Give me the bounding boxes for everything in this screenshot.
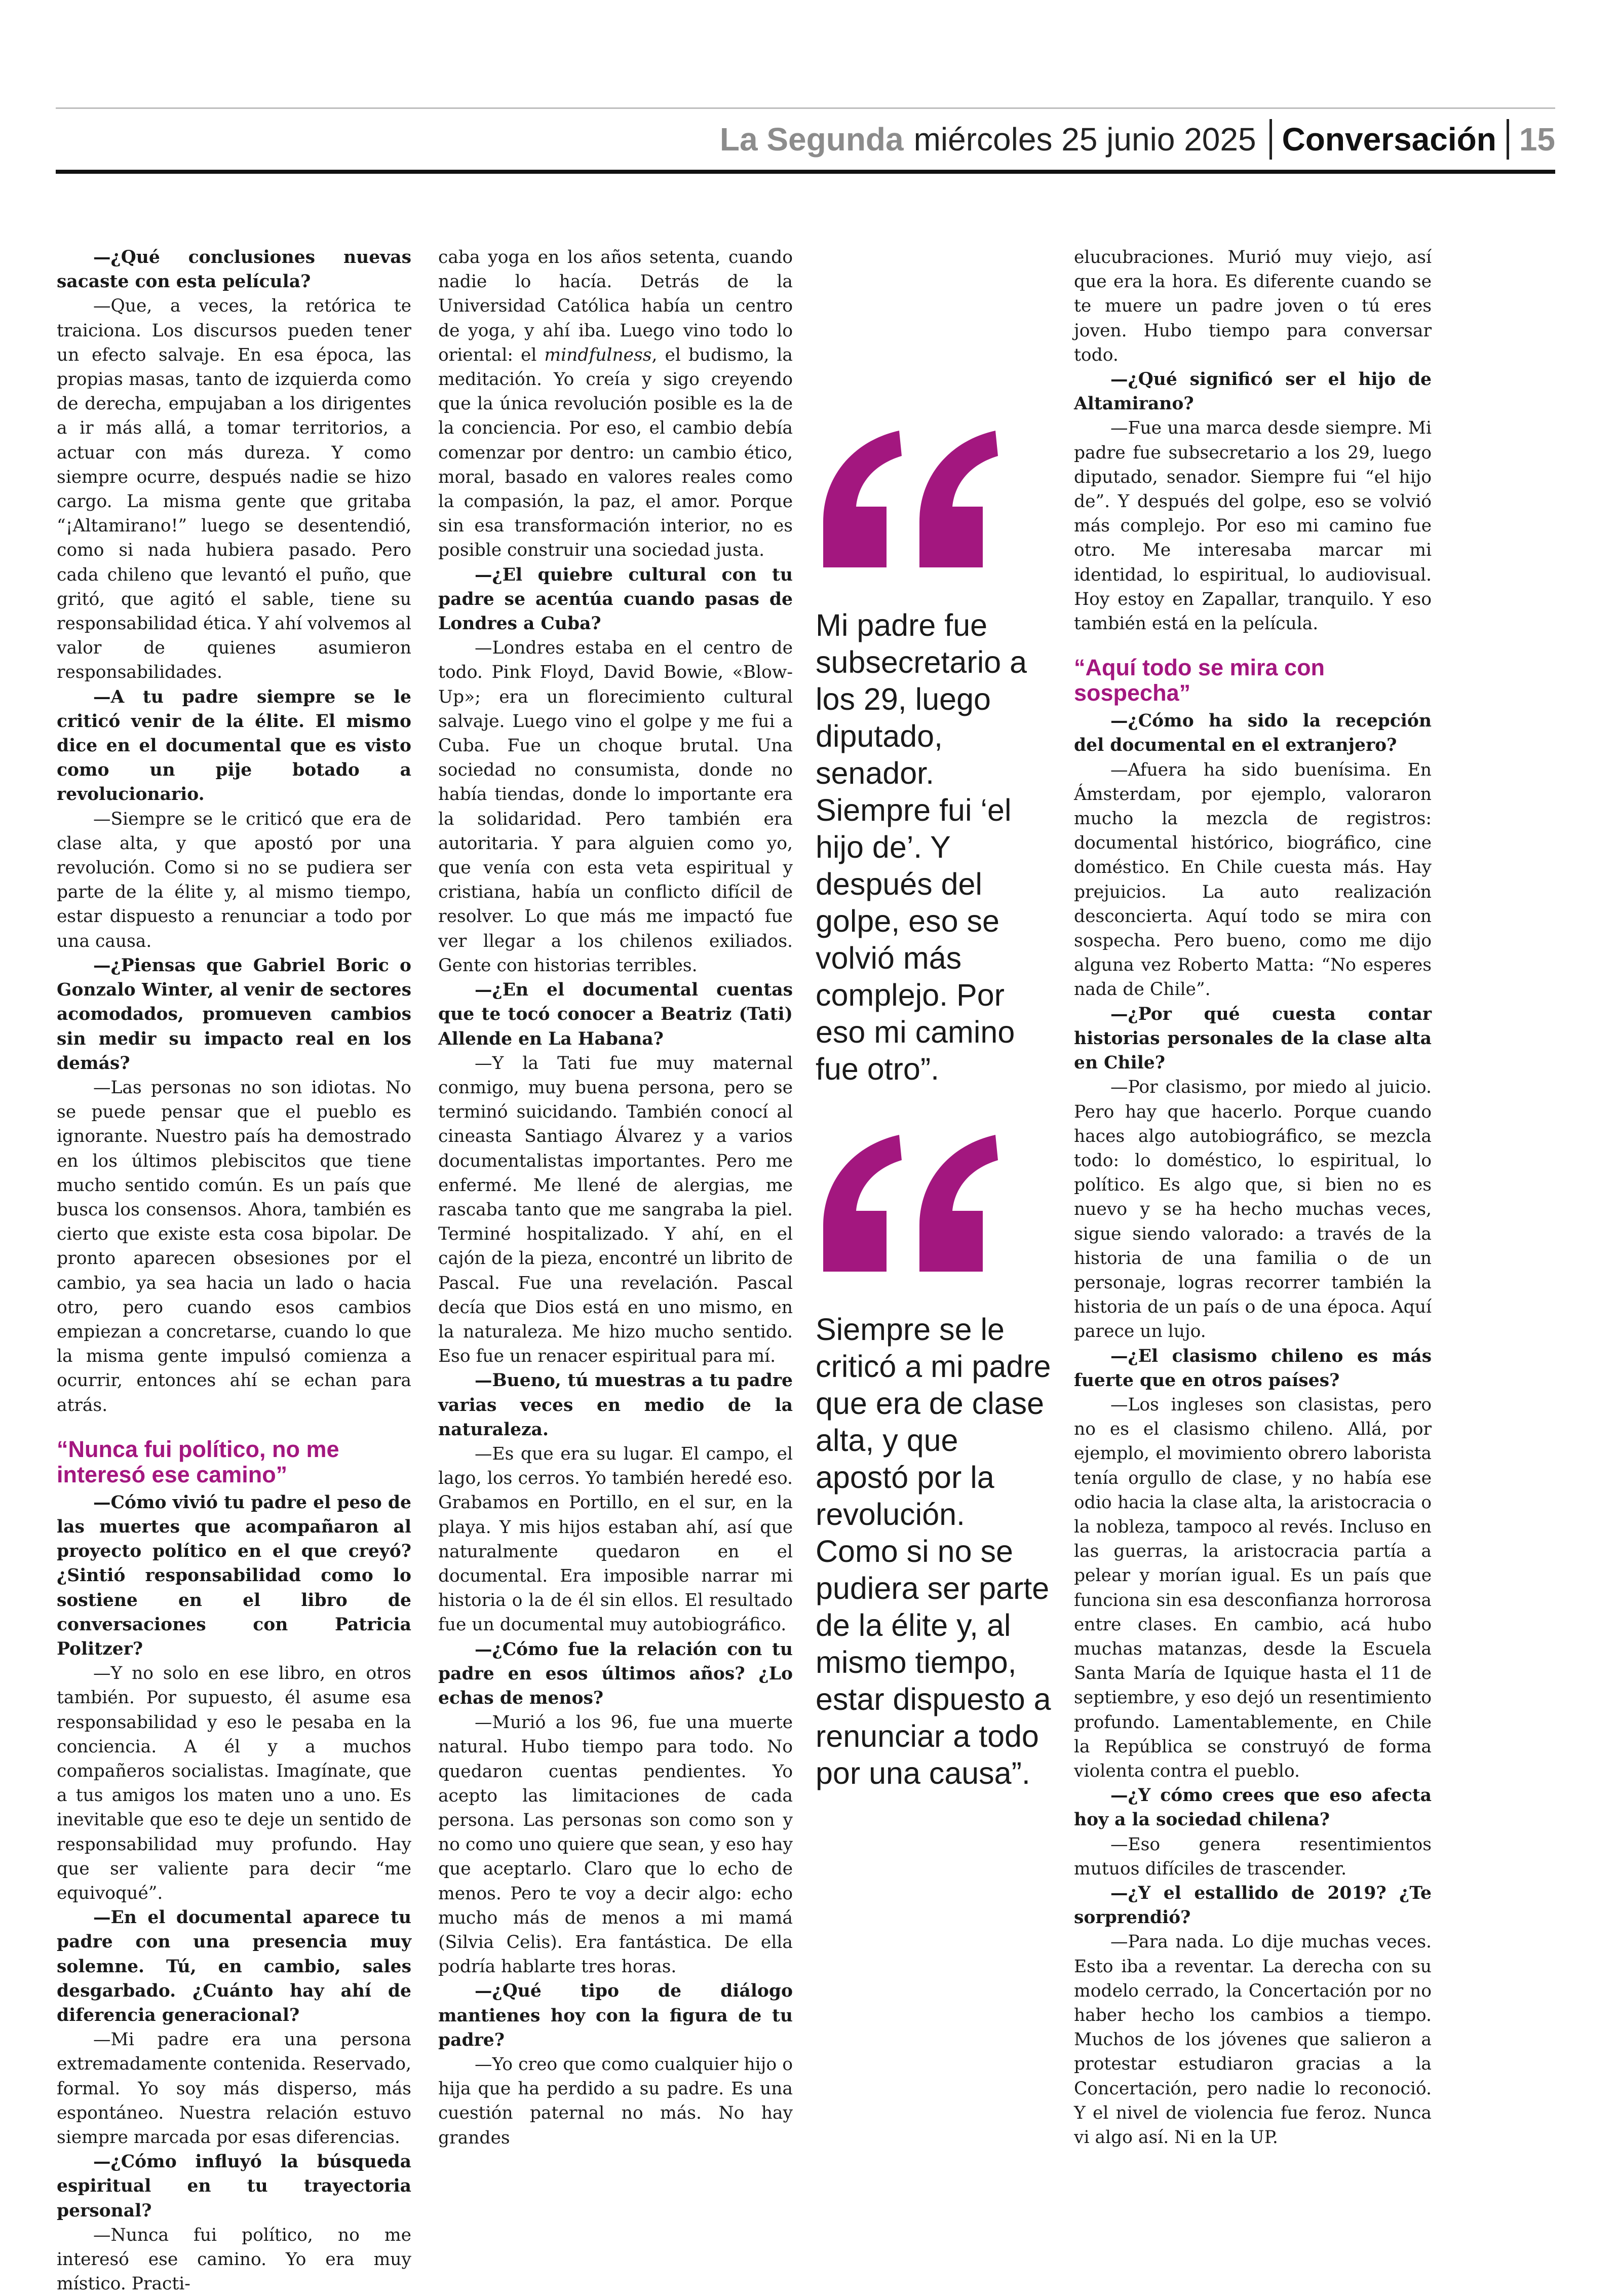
answer: —Por clasismo, por miedo al juicio. Pero hay que hacerlo. Porque cuando haces algo autobiográfico, se mezcla todo: lo doméstico, lo espiritual, lo político. Es algo que, si bien no es nuevo y se ha hecho muchas veces, sigue siendo valorado: a través de la historia de una familia o de un personaje, logras recorrer también la historia de un país o de una época. Aquí parece un lujo.: [1074, 1077, 1432, 1342]
issue-date: miércoles 25 junio 2025: [913, 121, 1256, 158]
answer: —Nunca fui político, no me interesó ese camino. Yo era muy místico. Practi-: [57, 2225, 411, 2294]
answer-continued: [438, 245, 793, 563]
pull-quote-1: Mi padre fue subsecretario a los 29, luego diputado, senador. Siempre fui ‘el hijo de’. Y después del golpe, eso se volvió más complejo. Por eso mi camino fue otro”.: [816, 608, 1027, 1086]
header-divider: [1507, 119, 1509, 160]
column-3: [1074, 245, 1432, 2150]
page-header: [720, 109, 1555, 170]
question: —¿Qué significó ser el hijo de Altamirano?: [1074, 369, 1432, 414]
header-rule: [56, 170, 1555, 174]
question: —¿Y cómo crees que eso afecta hoy a la sociedad chilena?: [1074, 1785, 1432, 1830]
question: —¿Cómo influyó la búsqueda espiritual en tu trayectoria personal?: [57, 2152, 411, 2221]
question: —¿Piensas que Gabriel Boric o Gonzalo Winter, al venir de sectores acomodados, promueven cambios sin medir su impacto real en los demás?: [57, 955, 411, 1074]
answer: —Para nada. Lo dije muchas veces. Esto iba a reventar. La derecha con su modelo cerrado, la Concertación por no haber hecho los cambios a tiempo. Muchos de los jóvenes que salieron a protestar estudiaron gracias a la Concertación, pero nadie lo reconoció. Y el nivel de violencia fue feroz. Nunca vi algo así. Ni en la UP.: [1074, 1932, 1432, 2148]
italic-term: mindfulness: [544, 345, 652, 365]
section-name: Conversación: [1282, 121, 1496, 158]
subheading: “Nunca fui político, no me interesó ese camino”: [57, 1436, 339, 1487]
answer: —Fue una marca desde siempre. Mi padre fue subsecretario a los 29, luego diputado, senador. Siempre fui “el hijo de”. Y después del golpe, eso se volvió más complejo. Por eso mi camino fue otro. Me interesaba marcar mi identidad, lo espiritual, lo audiovisual. Hoy estoy en Zapallar, tranquilo. Y eso también está en la película.: [1074, 418, 1432, 634]
page-number: 15: [1519, 121, 1555, 158]
subheading: “Aquí todo se mira con sospecha”: [1074, 655, 1325, 706]
answer: —Los ingleses son clasistas, pero no es el clasismo chileno. Allá, por ejemplo, el movimiento obrero laborista tenía orgullo de clase, y no había ese odio hacia la clase alta, la aristocracia o la nobleza, tampoco al revés. Incluso en las guerras, la aristocracia partía a pelear y morían igual. Es un país que funciona sin esa desconfianza horrorosa entre clases. En cambio, acá hubo muchas matanzas, desde la Escuela Santa María de Iquique hasta el 11 de septiembre, y eso dejó un resentimiento profundo. Lamentablemente, en Chile la República se construyó de forma violenta contra el pueblo.: [1074, 1394, 1432, 1781]
question: —Bueno, tú muestras a tu padre varias veces en medio de la naturaleza.: [438, 1370, 793, 1440]
question: —¿El clasismo chileno es más fuerte que en otros países?: [1074, 1346, 1432, 1391]
question: —¿Y el estallido de 2019? ¿Te sorprendió?: [1074, 1883, 1432, 1928]
question: —¿Qué tipo de diálogo mantienes hoy con la figura de tu padre?: [438, 1981, 793, 2050]
quote-mark-icon: [813, 420, 1006, 572]
answer: —Que, a veces, la retórica te traiciona. Los discursos pueden tener un efecto salvaje. En esa época, las propias masas, tanto de izquierda como de derecha, empujaban a los dirigentes a ir más allá, a tomar territorios, a actuar con más dureza. Y como siempre ocurre, después nadie se hizo cargo. La misma gente que gritaba “¡Altamirano!” luego se desentendió, como si nada hubiera pasado. Pero cada chileno que levantó el puño, que gritó, que agitó el sable, tiene su responsabilidad ética. Y ahí volvemos al valor de quienes asumieron responsabilidades.: [57, 296, 411, 683]
column-1: [57, 245, 411, 2296]
answer: —Es que era su lugar. El campo, el lago, los cerros. Yo también heredé eso. Grabamos en Portillo, en el sur, en la playa. Y mis hijos estaban ahí, así que naturalmente quedaron en el documental. Era imposible narrar mi historia o la de él sin ellos. El resultado fue un documental muy autobiográfico.: [438, 1443, 793, 1635]
answer: —Y no solo en ese libro, en otros también. Por supuesto, él asume esa responsabilidad y eso le pesaba en la conciencia. A él y a muchos compañeros socialistas. Imagínate, que a tus amigos los maten uno a uno. Es inevitable que eso te deje un sentido de responsabilidad muy profundo. Hay que ser valiente para decir “me equivoqué”.: [57, 1663, 411, 1903]
question: —¿En el documental cuentas que te tocó conocer a Beatriz (Tati) Allende en La Habana?: [438, 980, 793, 1049]
question: —En el documental aparece tu padre con una presencia muy solemne. Tú, en cambio, sales desgarbado. ¿Cuánto hay ahí de diferencia generacional?: [57, 1907, 411, 2026]
answer: —Murió a los 96, fue una muerte natural. Hubo tiempo para todo. No quedaron cuentas pendientes. Yo acepto las limitaciones de cada persona. Las personas son como son y no como uno quiere que sean, y eso hay que aceptarlo. Claro que lo echo de menos. Pero te voy a decir algo: echo mucho más de menos a mi mamá (Silvia Celis). Era fantástica. De ella podría hablarte tres horas.: [438, 1712, 793, 1977]
question: —¿Cómo ha sido la recepción del documental en el extranjero?: [1074, 711, 1432, 756]
quote-mark-icon: [813, 1125, 1006, 1277]
pull-quote-2: Siempre se le criticó a mi padre que era de clase alta, y que apostó por la revolución. Como si no se pudiera ser parte de la élite y, al mismo tiempo, estar dispuesto a renunciar a todo por una causa”.: [816, 1312, 1051, 1790]
text-run: , el budismo, la meditación. Yo creía y sigo creyendo que la única revolución posible es la de la conciencia. Por eso, el cambio debía comenzar por dentro: un cambio ético, moral, basado en valores reales como la compasión, la paz, el amor. Porque sin esa transformación interior, no es posible construir una sociedad justa.: [438, 345, 793, 561]
answer: —Las personas no son idiotas. No se puede pensar que el pueblo es ignorante. Nuestro país ha demostrado en los últimos plebiscitos que tiene mucho sentido común. Es un país que busca los consensos. Ahora, también es cierto que existe esta cosa bipolar. De pronto aparecen obsesiones por el cambio, ya sea hacia un lado o hacia otro, pero cuando esos cambios empiezan a concretarse, cuando lo que la misma gente impulsó comienza a ocurrir, entonces ahí se echan para atrás.: [57, 1077, 411, 1415]
question: —¿El quiebre cultural con tu padre se acentúa cuando pasas de Londres a Cuba?: [438, 564, 793, 634]
answer: —Mi padre era una persona extremadamente contenida. Reservado, formal. Yo soy más disperso, más espontáneo. Nuestra relación estuvo siempre marcada por esas diferencias.: [57, 2030, 411, 2148]
question: —¿Cómo fue la relación con tu padre en esos últimos años? ¿Lo echas de menos?: [438, 1639, 793, 1708]
column-2: [438, 245, 793, 2150]
answer: —Yo creo que como cualquier hijo o hija que ha perdido a su padre. Es una cuestión paternal no más. No hay grandes: [438, 2054, 793, 2148]
question: —¿Qué conclusiones nuevas sacaste con esta película?: [57, 247, 411, 292]
question: —Cómo vivió tu padre el peso de las muertes que acompañaron al proyecto político en el que creyó? ¿Sintió responsabilidad como lo sostiene en el libro de conversaciones con Patricia Politzer?: [57, 1492, 411, 1659]
answer: —Y la Tati fue muy maternal conmigo, muy buena persona, pero se terminó suicidando. También conocí al cineasta Santiago Álvarez y a varios documentalistas importantes. Pero me enfermé. Me llené de alergias, me rascaba tanto que me sangraba la piel. Terminé hospitalizado. Y ahí, en el cajón de la pieza, encontré un librito de Pascal. Fue una revelación. Pascal decía que Dios está en uno mismo, en la naturaleza. Me hizo mucho sentido. Eso fue un renacer espiritual para mí.: [438, 1053, 793, 1367]
question: —A tu padre siempre se le criticó venir de la élite. El mismo dice en el documental que es visto como un pije botado a revolucionario.: [57, 686, 411, 805]
question: —¿Por qué cuesta contar historias personales de la clase alta en Chile?: [1074, 1004, 1432, 1074]
answer: —Eso genera resentimientos mutuos difíciles de trascender.: [1074, 1834, 1432, 1879]
answer: —Siempre se le criticó que era de clase alta, y que apostó por una revolución. Como si no se pudiera ser parte de la élite y, al mismo tiempo, estar dispuesto a renunciar a todo por una causa.: [57, 809, 411, 951]
newspaper-name: La Segunda: [719, 121, 904, 158]
answer: —Afuera ha sido buenísima. En Ámsterdam, por ejemplo, valoraron mucho la mezcla de registros: documental histórico, biográfico, cine doméstico. En Chile cuesta más. Hay prejuicios. La auto realización desconcierta. Aquí todo se mira con sospecha. Pero bueno, como me dijo alguna vez Roberto Matta: “No esperes nada de Chile”.: [1074, 759, 1432, 1000]
header-divider: [1269, 119, 1272, 160]
text-run: caba yoga en los años setenta, cuando nadie lo hacía. Detrás de la Universidad Católica había un centro de yoga, y ahí iba. Luego vino todo lo oriental: el: [438, 247, 793, 365]
answer-continued: elucubraciones. Murió muy viejo, así que era la hora. Es diferente cuando se te muere un padre joven o tú eres joven. Hubo tiempo para conversar todo.: [1074, 247, 1432, 365]
answer: —Londres estaba en el centro de todo. Pink Floyd, David Bowie, «Blow-Up»; era un florecimiento cultural salvaje. Luego vino el golpe y me fui a Cuba. Fue un choque brutal. Una sociedad no consumista, donde no había tiendas, donde lo importante era la solidaridad. Pero también era autoritaria. Y para alguien como yo, que venía con esta veta espiritual y cristiana, había un conflicto difícil de resolver. Lo que más me impactó fue ver llegar a los chilenos exiliados. Gente con historias terribles.: [438, 638, 793, 976]
